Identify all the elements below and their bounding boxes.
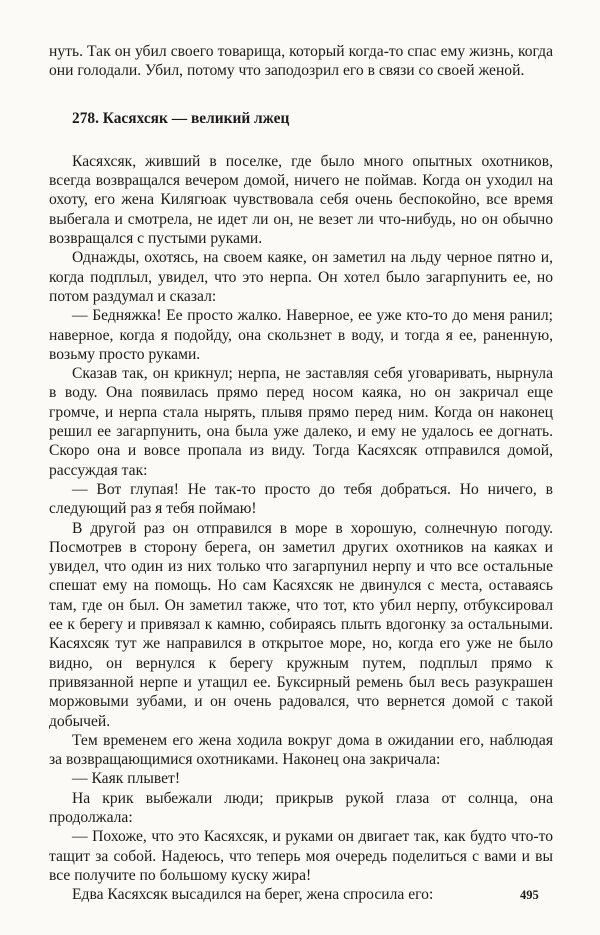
paragraph: Тем временем его жена ходила вокруг дома в ожидании его, наблюдая за возвращающимися охотниками. Наконец она закричала: bbox=[49, 731, 553, 769]
paragraph: В другой раз он отправился в море в хорошую, солнечную погоду. Посмотрев в сторону берега, он заметил других охотников на каяках и увидел, что один из них только что загарпунил нерпу и что все остальные спешат ему на помощь. Но сам Касяхсяк не двинулся с места, оставаясь там, где он был. Он заметил также, что тот, кто убил нерпу, отбуксировал ее к берегу и привязал к камню, собираясь плыть вдогонку за остальными. Касяхсяк тут же направился в открытое море, но, когда его уже не было видно, он вернулся к берегу кружным путем, подплыл прямо к привязанной нерпе и утащил ее. Буксирный ремень был весь разукрашен моржовыми зубами, и он очень радовался, что вернется домой с такой добычей. bbox=[49, 519, 553, 730]
paragraph: — Вот глупая! Не так-то просто до тебя добраться. Но ничего, в следующий раз я тебя поймаю! bbox=[49, 480, 553, 518]
page-number: 495 bbox=[520, 888, 539, 902]
paragraph: Касяхсяк, живший в поселке, где было много опытных охотников, всегда возвращался вечером домой, ничего не поймав. Когда он уходил на охоту, его жена Килягюак чувствовала себя очень беспокойно, все время выбегала и смотрела, не идет ли он, не везет ли что-нибудь, но он обычно возвращался с пустыми руками. bbox=[49, 152, 553, 248]
intro-paragraph: нуть. Так он убил своего товарища, который когда-то спас ему жизнь, когда они голодали. Убил, потому что заподозрил его в связи со своей женой. bbox=[49, 43, 553, 80]
story-title: 278. Касяхсяк — великий лжец bbox=[72, 109, 290, 127]
page-text bbox=[49, 42, 553, 904]
paragraph: — Бедняжка! Ее просто жалко. Наверное, ее уже кто-то до меня ранил; наверное, когда я подойду, она скользнет в воду, и тогда я ее, раненную, возьму просто руками. bbox=[49, 307, 553, 363]
paragraph: — Похоже, что это Касяхсяк, и руками он двигает так, как будто что-то тащит за собой. Надеюсь, что теперь моя очередь поделиться с вами и вы все получите по большому куску жира! bbox=[49, 828, 553, 884]
paragraph: Однажды, охотясь, на своем каяке, он заметил на льду черное пятно и, когда подплыл, увидел, что это нерпа. Он хотел было загарпунить ее, но потом раздумал и сказал: bbox=[49, 249, 553, 305]
paragraph: На крик выбежали люди; прикрыв рукой глаза от солнца, она продолжала: bbox=[49, 789, 553, 826]
paragraph: Сказав так, он крикнул; нерпа, не заставляя себя уговаривать, нырнула в воду. Она появилась прямо перед носом каяка, но он закричал еще громче, и нерпа стала нырять, плывя прямо перед ним. Когда он наконец решил ее загарпунить, она была уже далеко, и ему не удалось ее догнать. Скоро она и вовсе пропала из виду. Тогда Касяхсяк отправился домой, рассуждая так: bbox=[49, 365, 553, 479]
paragraph: — Каяк плывет! bbox=[72, 770, 181, 788]
paragraph: Едва Касяхсяк высадился на берег, жена спросила его: bbox=[72, 886, 434, 904]
